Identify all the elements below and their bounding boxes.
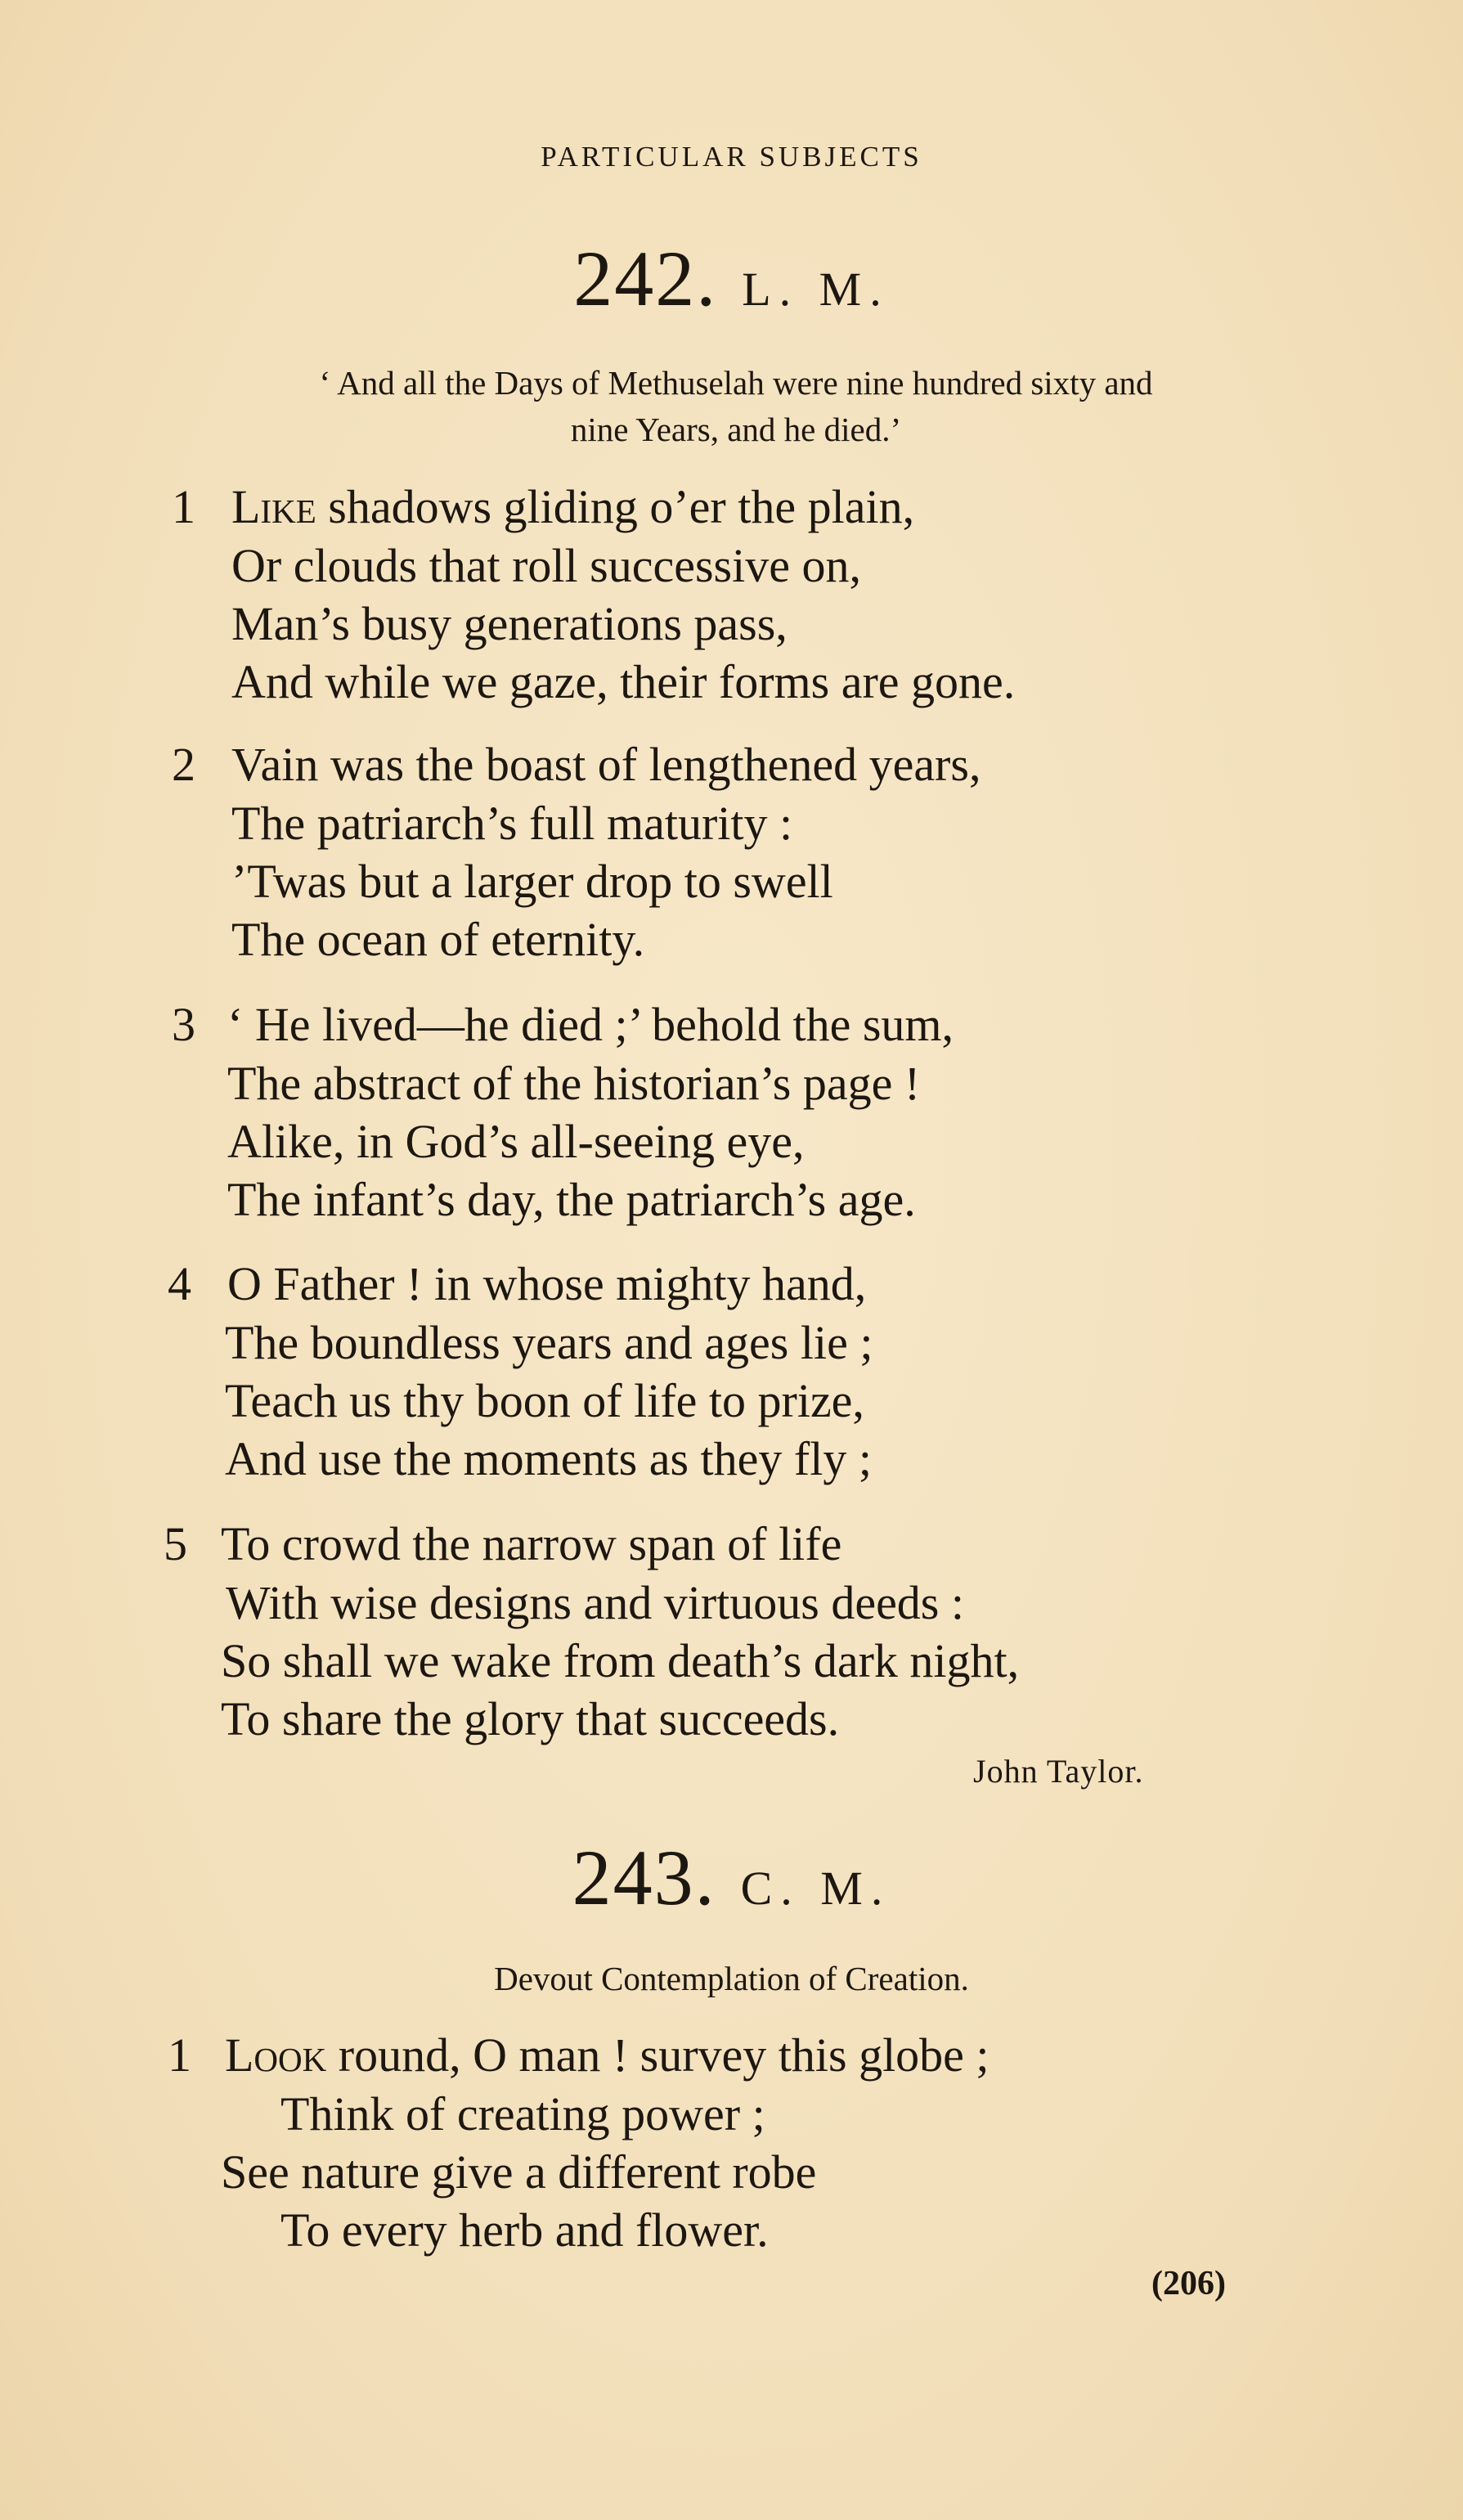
verse-number: 2 [172,738,195,791]
verse-line [231,478,914,536]
page-number: (206) [1151,2265,1226,2302]
verse-number: 1 [172,480,195,533]
verse-line: Vain was the boast of lengthened years, [231,738,981,791]
verse-line: To share the glory that succeeds. [221,1692,840,1745]
verse-line: To every herb and flower. [280,2203,769,2257]
verse-line: The infant’s day, the patriarch’s age. [227,1173,916,1226]
verse-line: And use the moments as they fly ; [225,1432,872,1485]
verse-number: 3 [172,998,195,1051]
verse-line: And while we gaze, their forms are gone. [231,655,1016,708]
verse-first-word: Look [225,2028,327,2082]
verse-line-rest: shadows gliding o’er the plain, [316,480,915,533]
verse-number: 1 [168,2028,191,2082]
verse-line: See nature give a different robe [221,2145,817,2199]
verse-number: 5 [164,1517,187,1570]
hymn-242-epigraph-line-2: nine Years, and he died.’ [570,411,902,448]
verse-line: ’Twas but a larger drop to swell [231,855,833,908]
verse-line: O Father ! in whose mighty hand, [227,1257,867,1310]
verse-line: The patriarch’s full maturity : [231,797,793,850]
verse-line: Alike, in God’s all-seeing eye, [227,1115,805,1168]
hymn-243-heading [0,1832,1463,1923]
hymn-242-heading [0,233,1463,324]
verse-line: Or clouds that roll successive on, [231,539,861,592]
verse-line: Man’s busy generations pass, [231,597,788,650]
hymn-number: 242. [573,235,718,322]
verse-line: To crowd the narrow span of life [221,1517,842,1570]
verse-line: With wise designs and virtuous deeds : [226,1576,964,1629]
verse-line: The ocean of eternity. [231,913,645,966]
verse-line-rest: round, O man ! survey this globe ; [326,2028,990,2082]
hymn-242-epigraph-line-1: ‘ And all the Days of Methuselah were nine hundred sixty and [319,364,1153,402]
verse-line: Teach us thy boon of life to prize, [225,1374,864,1427]
verse-line: The boundless years and ages lie ; [225,1316,873,1369]
hymn-meter: L. M. [742,263,890,316]
hymn-243-subtitle: Devout Contemplation of Creation. [494,1960,969,1997]
running-head: PARTICULAR SUBJECTS [541,141,922,173]
hymn-meter: C. M. [740,1862,891,1915]
verse-line: So shall we wake from death’s dark night, [221,1634,1020,1687]
verse-line: The abstract of the historian’s page ! [227,1057,921,1110]
hymn-number: 243. [572,1834,716,1921]
hymn-242-attribution: John Taylor. [973,1753,1144,1790]
verse-first-word: Like [231,480,316,533]
verse-line: ‘ He lived—he died ;’ behold the sum, [227,998,954,1051]
verse-line [225,2027,990,2084]
verse-number: 4 [168,1257,191,1310]
verse-line: Think of creating power ; [280,2087,765,2140]
